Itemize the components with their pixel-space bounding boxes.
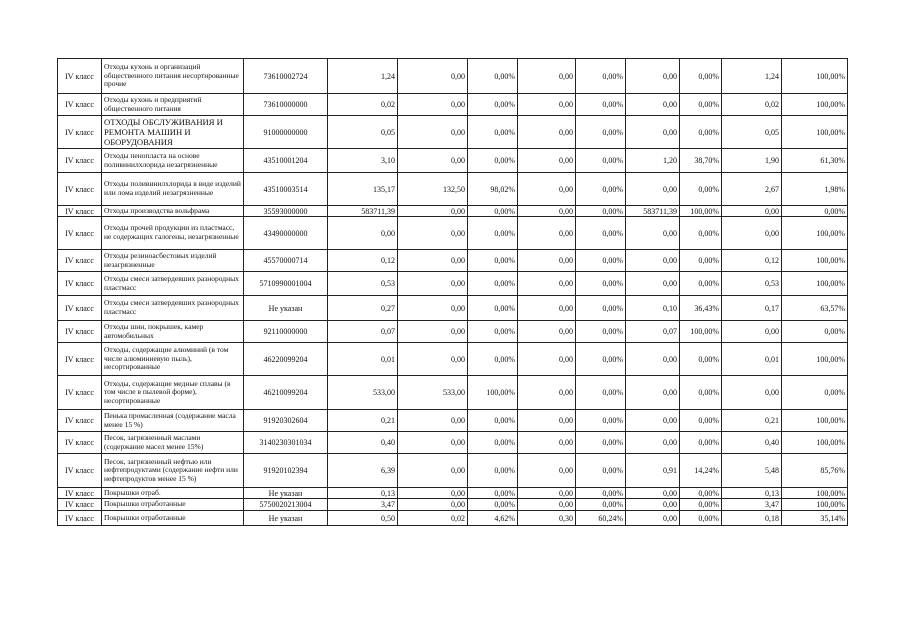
cell-transferred: 0,00 [626, 488, 680, 499]
cell-used: 0,00 [398, 321, 468, 343]
cell-placed-pct: 35,14% [782, 511, 848, 526]
cell-class: IV класс [58, 376, 102, 410]
cell-total: 0,27 [328, 296, 398, 321]
cell-neutralized: 0,00 [518, 488, 576, 499]
cell-total: 0,00 [328, 217, 398, 250]
cell-code: 5710990001004 [244, 272, 328, 296]
cell-transferred: 1,20 [626, 149, 680, 173]
cell-transferred: 0,07 [626, 321, 680, 343]
cell-neutralized: 0,00 [518, 272, 576, 296]
cell-neutralized: 0,00 [518, 454, 576, 488]
cell-total: 0,01 [328, 343, 398, 376]
cell-used-pct: 100,00% [468, 376, 518, 410]
cell-placed: 0,05 [722, 116, 782, 149]
table-row [58, 116, 848, 149]
cell-used: 0,00 [398, 454, 468, 488]
waste-table [57, 58, 848, 526]
cell-used: 132,50 [398, 173, 468, 206]
table-row [58, 376, 848, 410]
cell-transferred-pct: 38,70% [680, 149, 722, 173]
cell-code: 43510001204 [244, 149, 328, 173]
cell-used: 0,00 [398, 432, 468, 454]
cell-class: IV класс [58, 432, 102, 454]
cell-transferred-pct: 0,00% [680, 116, 722, 149]
cell-used-pct: 0,00% [468, 94, 518, 116]
cell-code: 43510003514 [244, 173, 328, 206]
cell-transferred-pct: 0,00% [680, 272, 722, 296]
cell-total: 3,10 [328, 149, 398, 173]
cell-placed-pct: 100,00% [782, 272, 848, 296]
cell-used-pct: 0,00% [468, 410, 518, 432]
cell-transferred-pct: 0,00% [680, 432, 722, 454]
cell-name: Покрышки отработанные [102, 511, 244, 526]
cell-code: 91920102394 [244, 454, 328, 488]
cell-placed-pct: 0,00% [782, 321, 848, 343]
cell-used: 0,00 [398, 116, 468, 149]
cell-transferred-pct: 0,00% [680, 94, 722, 116]
cell-transferred-pct: 0,00% [680, 511, 722, 526]
cell-code: 46210099204 [244, 376, 328, 410]
cell-class: IV класс [58, 116, 102, 149]
cell-transferred-pct: 0,00% [680, 173, 722, 206]
cell-neutralized-pct: 0,00% [576, 116, 626, 149]
table-row [58, 173, 848, 206]
cell-name: Отходы шин, покрышек, камер автомобильных [102, 321, 244, 343]
cell-transferred: 0,00 [626, 250, 680, 272]
cell-placed: 0,00 [722, 217, 782, 250]
table-row [58, 250, 848, 272]
cell-neutralized-pct: 0,00% [576, 410, 626, 432]
cell-transferred: 0,00 [626, 94, 680, 116]
cell-transferred: 0,00 [626, 499, 680, 511]
cell-class: IV класс [58, 499, 102, 511]
table-row [58, 432, 848, 454]
cell-used: 533,00 [398, 376, 468, 410]
cell-transferred: 583711,39 [626, 206, 680, 217]
cell-transferred: 0,91 [626, 454, 680, 488]
cell-code: 3140230301034 [244, 432, 328, 454]
cell-total: 0,02 [328, 94, 398, 116]
cell-placed: 0,12 [722, 250, 782, 272]
cell-transferred: 0,00 [626, 343, 680, 376]
cell-used: 0,00 [398, 94, 468, 116]
cell-class: IV класс [58, 410, 102, 432]
cell-neutralized: 0,00 [518, 499, 576, 511]
cell-placed-pct: 61,30% [782, 149, 848, 173]
cell-neutralized-pct: 0,00% [576, 272, 626, 296]
cell-used-pct: 0,00% [468, 116, 518, 149]
cell-class: IV класс [58, 511, 102, 526]
cell-placed: 0,13 [722, 488, 782, 499]
cell-name: Отходы кухонь и организаций общественного питания несортированные прочие [102, 59, 244, 94]
cell-class: IV класс [58, 217, 102, 250]
table-row [58, 343, 848, 376]
cell-used: 0,02 [398, 511, 468, 526]
cell-transferred-pct: 0,00% [680, 250, 722, 272]
cell-used-pct: 0,00% [468, 432, 518, 454]
cell-placed: 0,53 [722, 272, 782, 296]
cell-code: Не указан [244, 511, 328, 526]
cell-name: Отходы пенопласта на основе поливинилхлорида незагрязненные [102, 149, 244, 173]
cell-transferred: 0,00 [626, 59, 680, 94]
table-row [58, 217, 848, 250]
cell-used-pct: 0,00% [468, 343, 518, 376]
cell-name: Песок, загрязненный нефтью или нефтепродуктами (содержание нефти или нефтепродуктов менее 15 %) [102, 454, 244, 488]
cell-placed: 0,02 [722, 94, 782, 116]
cell-total: 0,05 [328, 116, 398, 149]
table-row [58, 94, 848, 116]
cell-neutralized: 0,00 [518, 116, 576, 149]
cell-used: 0,00 [398, 410, 468, 432]
cell-transferred: 0,00 [626, 116, 680, 149]
cell-total: 0,50 [328, 511, 398, 526]
cell-total: 1,24 [328, 59, 398, 94]
cell-placed-pct: 0,00% [782, 206, 848, 217]
cell-neutralized-pct: 0,00% [576, 173, 626, 206]
cell-placed: 5,48 [722, 454, 782, 488]
cell-used: 0,00 [398, 272, 468, 296]
cell-transferred-pct: 0,00% [680, 343, 722, 376]
cell-code: 35593000000 [244, 206, 328, 217]
cell-used: 0,00 [398, 59, 468, 94]
cell-placed-pct: 85,76% [782, 454, 848, 488]
cell-name: Отходы резиноасбестовых изделий незагрязненные [102, 250, 244, 272]
cell-transferred: 0,00 [626, 376, 680, 410]
table-row [58, 206, 848, 217]
cell-transferred-pct: 0,00% [680, 410, 722, 432]
cell-placed-pct: 0,00% [782, 376, 848, 410]
cell-neutralized: 0,00 [518, 149, 576, 173]
table-row [58, 59, 848, 94]
cell-placed: 0,17 [722, 296, 782, 321]
cell-class: IV класс [58, 94, 102, 116]
cell-name: Отходы смеси затвердевших разнородных пластмасс [102, 296, 244, 321]
cell-placed-pct: 100,00% [782, 488, 848, 499]
cell-code: Не указан [244, 296, 328, 321]
cell-used: 0,00 [398, 296, 468, 321]
cell-code: Не указан [244, 488, 328, 499]
table-row [58, 296, 848, 321]
cell-used: 0,00 [398, 250, 468, 272]
cell-placed-pct: 100,00% [782, 410, 848, 432]
cell-neutralized: 0,00 [518, 296, 576, 321]
cell-neutralized: 0,00 [518, 217, 576, 250]
cell-placed-pct: 100,00% [782, 499, 848, 511]
cell-placed: 0,18 [722, 511, 782, 526]
cell-used-pct: 0,00% [468, 149, 518, 173]
cell-used-pct: 0,00% [468, 206, 518, 217]
cell-neutralized-pct: 0,00% [576, 94, 626, 116]
cell-used-pct: 0,00% [468, 499, 518, 511]
cell-used-pct: 0,00% [468, 59, 518, 94]
cell-transferred-pct: 0,00% [680, 217, 722, 250]
cell-neutralized: 0,00 [518, 59, 576, 94]
cell-placed-pct: 100,00% [782, 59, 848, 94]
table-row [58, 488, 848, 499]
cell-total: 0,21 [328, 410, 398, 432]
cell-used-pct: 4,62% [468, 511, 518, 526]
cell-name: Пенька промасленная (содержание масла менее 15 %) [102, 410, 244, 432]
cell-used: 0,00 [398, 499, 468, 511]
table-row [58, 499, 848, 511]
cell-class: IV класс [58, 488, 102, 499]
cell-placed: 0,00 [722, 376, 782, 410]
cell-neutralized: 0,30 [518, 511, 576, 526]
cell-class: IV класс [58, 173, 102, 206]
cell-name: Покрышки отраб. [102, 488, 244, 499]
cell-name: Отходы прочей продукции из пластмасс, не содержащих галогены, незагрязненные [102, 217, 244, 250]
cell-placed: 1,24 [722, 59, 782, 94]
cell-neutralized-pct: 0,00% [576, 206, 626, 217]
cell-placed-pct: 1,98% [782, 173, 848, 206]
cell-total: 533,00 [328, 376, 398, 410]
cell-placed: 2,67 [722, 173, 782, 206]
cell-total: 0,40 [328, 432, 398, 454]
cell-placed: 0,00 [722, 206, 782, 217]
cell-used: 0,00 [398, 488, 468, 499]
cell-code: 91920302604 [244, 410, 328, 432]
cell-neutralized: 0,00 [518, 94, 576, 116]
cell-transferred: 0,10 [626, 296, 680, 321]
cell-name: Отходы смеси затвердевших разнородных пластмасс [102, 272, 244, 296]
cell-transferred-pct: 36,43% [680, 296, 722, 321]
cell-code: 73610000000 [244, 94, 328, 116]
cell-class: IV класс [58, 454, 102, 488]
cell-total: 135,17 [328, 173, 398, 206]
cell-placed-pct: 100,00% [782, 217, 848, 250]
cell-placed: 1,90 [722, 149, 782, 173]
cell-used-pct: 0,00% [468, 321, 518, 343]
cell-neutralized-pct: 0,00% [576, 250, 626, 272]
cell-neutralized-pct: 0,00% [576, 432, 626, 454]
table-body [58, 59, 848, 526]
cell-neutralized-pct: 60,24% [576, 511, 626, 526]
cell-class: IV класс [58, 272, 102, 296]
cell-neutralized-pct: 0,00% [576, 343, 626, 376]
cell-placed: 0,01 [722, 343, 782, 376]
cell-class: IV класс [58, 343, 102, 376]
cell-code: 45570000714 [244, 250, 328, 272]
cell-used-pct: 0,00% [468, 272, 518, 296]
cell-neutralized-pct: 0,00% [576, 376, 626, 410]
table-row [58, 410, 848, 432]
cell-neutralized: 0,00 [518, 173, 576, 206]
cell-total: 0,07 [328, 321, 398, 343]
cell-neutralized-pct: 0,00% [576, 454, 626, 488]
cell-name: Отходы кухонь и предприятий общественного питания [102, 94, 244, 116]
cell-neutralized-pct: 0,00% [576, 149, 626, 173]
cell-name: Песок, загрязненный маслами (содержание масел менее 15%) [102, 432, 244, 454]
cell-neutralized: 0,00 [518, 321, 576, 343]
cell-neutralized: 0,00 [518, 376, 576, 410]
cell-transferred: 0,00 [626, 511, 680, 526]
cell-placed-pct: 100,00% [782, 432, 848, 454]
cell-neutralized-pct: 0,00% [576, 488, 626, 499]
cell-neutralized: 0,00 [518, 206, 576, 217]
cell-placed-pct: 100,00% [782, 116, 848, 149]
cell-used-pct: 0,00% [468, 250, 518, 272]
cell-transferred-pct: 0,00% [680, 59, 722, 94]
cell-class: IV класс [58, 59, 102, 94]
cell-neutralized-pct: 0,00% [576, 321, 626, 343]
cell-used: 0,00 [398, 149, 468, 173]
cell-code: 91000000000 [244, 116, 328, 149]
cell-transferred-pct: 0,00% [680, 488, 722, 499]
cell-name: Отходы, содержащие алюминий (в том числе алюминиевую пыль), несортированные [102, 343, 244, 376]
cell-neutralized-pct: 0,00% [576, 217, 626, 250]
cell-used-pct: 0,00% [468, 454, 518, 488]
cell-code: 5750020213004 [244, 499, 328, 511]
cell-total: 0,13 [328, 488, 398, 499]
cell-total: 0,12 [328, 250, 398, 272]
cell-total: 583711,39 [328, 206, 398, 217]
cell-used-pct: 0,00% [468, 296, 518, 321]
cell-transferred: 0,00 [626, 410, 680, 432]
table-row [58, 454, 848, 488]
cell-used: 0,00 [398, 343, 468, 376]
cell-total: 6,39 [328, 454, 398, 488]
cell-transferred-pct: 100,00% [680, 321, 722, 343]
cell-placed-pct: 100,00% [782, 343, 848, 376]
cell-transferred-pct: 0,00% [680, 376, 722, 410]
cell-name: Отходы поливинилхлорида в виде изделий или лома изделий незагрязненные [102, 173, 244, 206]
table-row [58, 272, 848, 296]
cell-total: 3,47 [328, 499, 398, 511]
cell-placed: 3,47 [722, 499, 782, 511]
cell-neutralized: 0,00 [518, 432, 576, 454]
cell-neutralized: 0,00 [518, 250, 576, 272]
cell-placed-pct: 63,57% [782, 296, 848, 321]
cell-placed-pct: 100,00% [782, 94, 848, 116]
cell-used-pct: 0,00% [468, 217, 518, 250]
table-row [58, 511, 848, 526]
cell-name: Отходы, содержащие медные сплавы (в том числе в пылевой форме), несортированные [102, 376, 244, 410]
cell-name: Отходы производства вольфрама [102, 206, 244, 217]
cell-transferred-pct: 0,00% [680, 499, 722, 511]
cell-name: ОТХОДЫ ОБСЛУЖИВАНИЯ И РЕМОНТА МАШИН И ОБОРУДОВАНИЯ [102, 116, 244, 149]
cell-name: Покрышки отработанные [102, 499, 244, 511]
cell-used-pct: 0,00% [468, 488, 518, 499]
cell-transferred-pct: 14,24% [680, 454, 722, 488]
cell-placed: 0,40 [722, 432, 782, 454]
cell-placed-pct: 100,00% [782, 250, 848, 272]
cell-placed: 0,00 [722, 321, 782, 343]
cell-used: 0,00 [398, 217, 468, 250]
cell-transferred-pct: 100,00% [680, 206, 722, 217]
cell-neutralized-pct: 0,00% [576, 296, 626, 321]
cell-transferred: 0,00 [626, 217, 680, 250]
cell-neutralized-pct: 0,00% [576, 59, 626, 94]
cell-code: 73610002724 [244, 59, 328, 94]
cell-code: 43490000000 [244, 217, 328, 250]
table-row [58, 321, 848, 343]
cell-total: 0,53 [328, 272, 398, 296]
cell-class: IV класс [58, 149, 102, 173]
cell-neutralized-pct: 0,00% [576, 499, 626, 511]
cell-class: IV класс [58, 296, 102, 321]
cell-class: IV класс [58, 321, 102, 343]
table-row [58, 149, 848, 173]
cell-class: IV класс [58, 250, 102, 272]
cell-used-pct: 98,02% [468, 173, 518, 206]
cell-code: 46220099204 [244, 343, 328, 376]
cell-transferred: 0,00 [626, 173, 680, 206]
cell-code: 92110000000 [244, 321, 328, 343]
cell-class: IV класс [58, 206, 102, 217]
cell-neutralized: 0,00 [518, 343, 576, 376]
cell-transferred: 0,00 [626, 272, 680, 296]
cell-used: 0,00 [398, 206, 468, 217]
cell-transferred: 0,00 [626, 432, 680, 454]
cell-neutralized: 0,00 [518, 410, 576, 432]
cell-placed: 0,21 [722, 410, 782, 432]
